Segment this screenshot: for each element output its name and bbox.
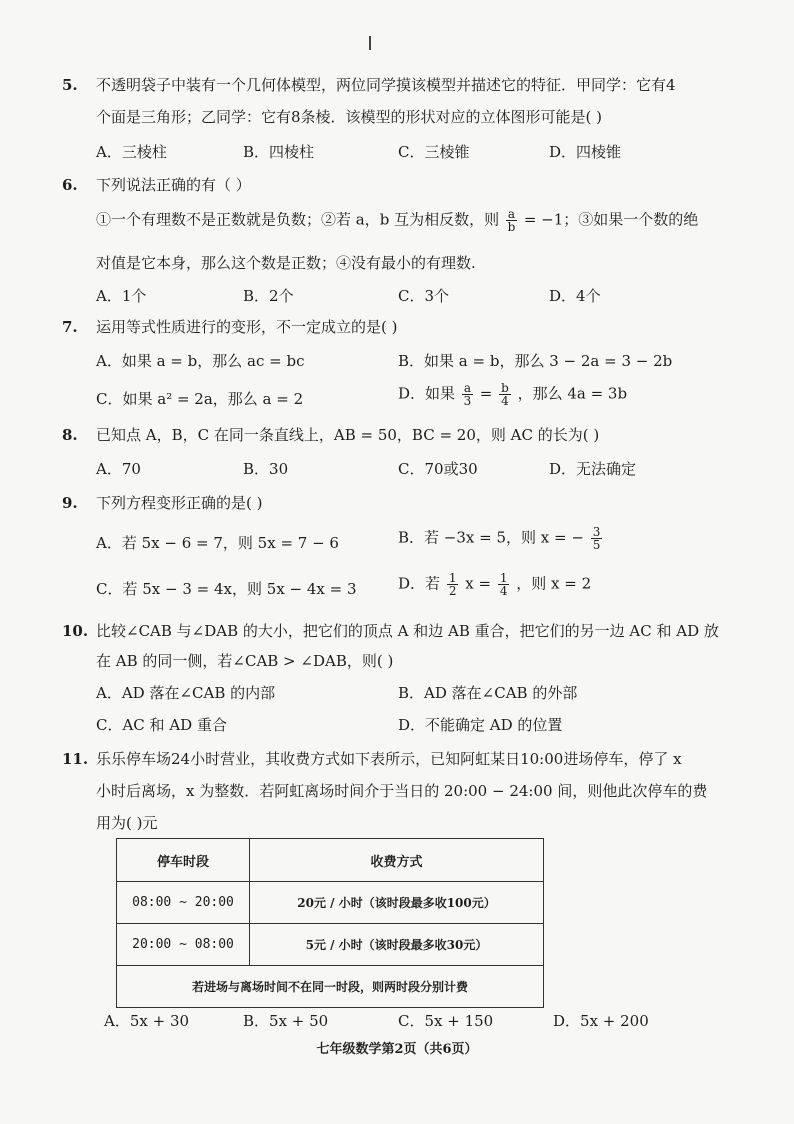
option-text: B．若 −3x = 5，则 x = − [398,528,584,547]
fraction [462,382,473,407]
denominator: 4 [499,584,508,598]
question-number: 10. [62,622,89,640]
denominator: b [507,220,516,234]
option-d: D．无法确定 [549,460,637,478]
option-b: B．5x + 50 [243,1012,329,1030]
option-text: x = [465,574,492,593]
option-c: C．AC 和 AD 重合 [96,716,227,734]
denominator: 4 [501,394,509,408]
question-text-line: 用为( )元 [96,814,158,832]
question-number: 6. [62,176,78,194]
page-footer: 七年级数学第2页（共6页） [316,1042,478,1057]
option-text: D．若 [398,574,441,593]
question-text: 已知点 A，B，C 在同一条直线上，AB = 50，BC = 20，则 AC 的长为( ) [96,426,600,444]
option-b: B．AD 落在∠CAB 的外部 [398,684,578,702]
table-cell-period: 20:00 ~ 08:00 [117,924,250,966]
option-text: D．如果 [398,384,456,403]
top-mark [369,36,371,50]
fraction [499,382,511,407]
option-a: A．AD 落在∠CAB 的内部 [96,684,276,702]
question-text: 下列方程变形正确的是( ) [96,494,263,512]
option-c: C．70或30 [398,460,478,478]
denominator: 2 [448,584,457,598]
table-cell-period: 08:00 ~ 20:00 [117,882,250,924]
option-d: D．5x + 200 [553,1012,649,1030]
question-number: 9. [62,494,78,512]
option-a: A．如果 a = b，那么 ac = bc [96,352,305,370]
numerator: b [501,381,509,395]
table-note-row [117,966,544,1008]
denominator: 3 [463,394,472,408]
question-number: 11. [62,750,89,768]
option-c: C．3个 [398,287,450,305]
table-header: 收费方式 [250,839,544,882]
fraction [506,208,517,233]
question-number: 7. [62,318,78,336]
option-d [398,572,591,597]
option-d: D．4个 [549,287,601,305]
option-d: D．四棱锥 [549,143,622,161]
option-text: ，那么 4a = 3b [517,384,628,403]
numerator: 3 [592,525,601,539]
table-row [117,882,544,924]
question-number: 5. [62,76,78,94]
question-text-line [96,208,698,233]
question-text: 比较∠CAB 与∠DAB 的大小，把它们的顶点 A 和边 AB 重合，把它们的另一边 AC 和 AD 放 [96,622,719,640]
question-text-line: 在 AB 的同一侧，若∠CAB > ∠DAB，则( ) [96,652,394,670]
denominator: 5 [592,538,601,552]
option-a: A．1个 [96,287,147,305]
question-text: 不透明袋子中装有一个几何体模型，两位同学摸该模型并描述它的特征．甲同学：它有4 [96,76,676,94]
option-b: B．如果 a = b，那么 3 − 2a = 3 − 2b [398,352,673,370]
option-c: C．如果 a² = 2a，那么 a = 2 [96,390,304,408]
option-b [398,526,604,551]
option-d: D．不能确定 AD 的位置 [398,716,563,734]
numerator: a [507,207,516,221]
numerator: 1 [448,571,457,585]
option-a: A．三棱柱 [96,143,167,161]
option-a: A．70 [96,460,141,478]
table-cell-rule: 5元 / 小时（该时段最多收30元） [250,924,544,966]
parking-fee-table [116,838,544,1008]
option-c: C．若 5x − 3 = 4x，则 5x − 4x = 3 [96,580,357,598]
option-b: B．四棱柱 [243,143,315,161]
table-note: 若进场与离场时间不在同一时段，则两时段分别计费 [117,966,544,1008]
fraction [447,572,459,597]
question-number: 8. [62,426,78,444]
option-d [398,382,627,407]
question-text-line: 小时后离场，x 为整数．若阿虹离场时间介于当日的 20:00 − 24:00 间，则他此次停车的费 [96,782,708,800]
numerator: a [463,381,471,395]
table-row [117,924,544,966]
option-b: B．30 [243,460,289,478]
fraction [591,526,603,551]
table-header-row [117,839,544,882]
question-text: 运用等式性质进行的变形，不一定成立的是( ) [96,318,398,336]
option-a: A．5x + 30 [104,1012,190,1030]
option-c: C．三棱锥 [398,143,470,161]
question-text: 下列说法正确的有（ ） [96,176,251,194]
option-a: A．若 5x − 6 = 7，则 5x = 7 − 6 [96,534,339,552]
option-b: B．2个 [243,287,294,305]
option-c: C．5x + 150 [398,1012,494,1030]
table-header: 停车时段 [117,839,250,882]
numerator: 1 [499,571,508,585]
statement-text: ①一个有理数不是正数就是负数；②若 a，b 互为相反数，则 [96,210,500,229]
fraction [498,572,510,597]
option-text: ，则 x = 2 [516,574,592,593]
equals-sign: = [479,384,493,403]
question-text-line: 对值是它本身，那么这个数是正数；④没有最小的有理数. [96,254,476,272]
question-text-line: 个面是三角形；乙同学：它有8条棱．该模型的形状对应的立体图形可能是( ) [96,108,603,126]
statement-text: = −1；③如果一个数的绝 [523,210,699,229]
question-text: 乐乐停车场24小时营业，其收费方式如下表所示，已知阿虹某日10:00进场停车，停了 x [96,750,682,768]
table-cell-rule: 20元 / 小时（该时段最多收100元） [250,882,544,924]
